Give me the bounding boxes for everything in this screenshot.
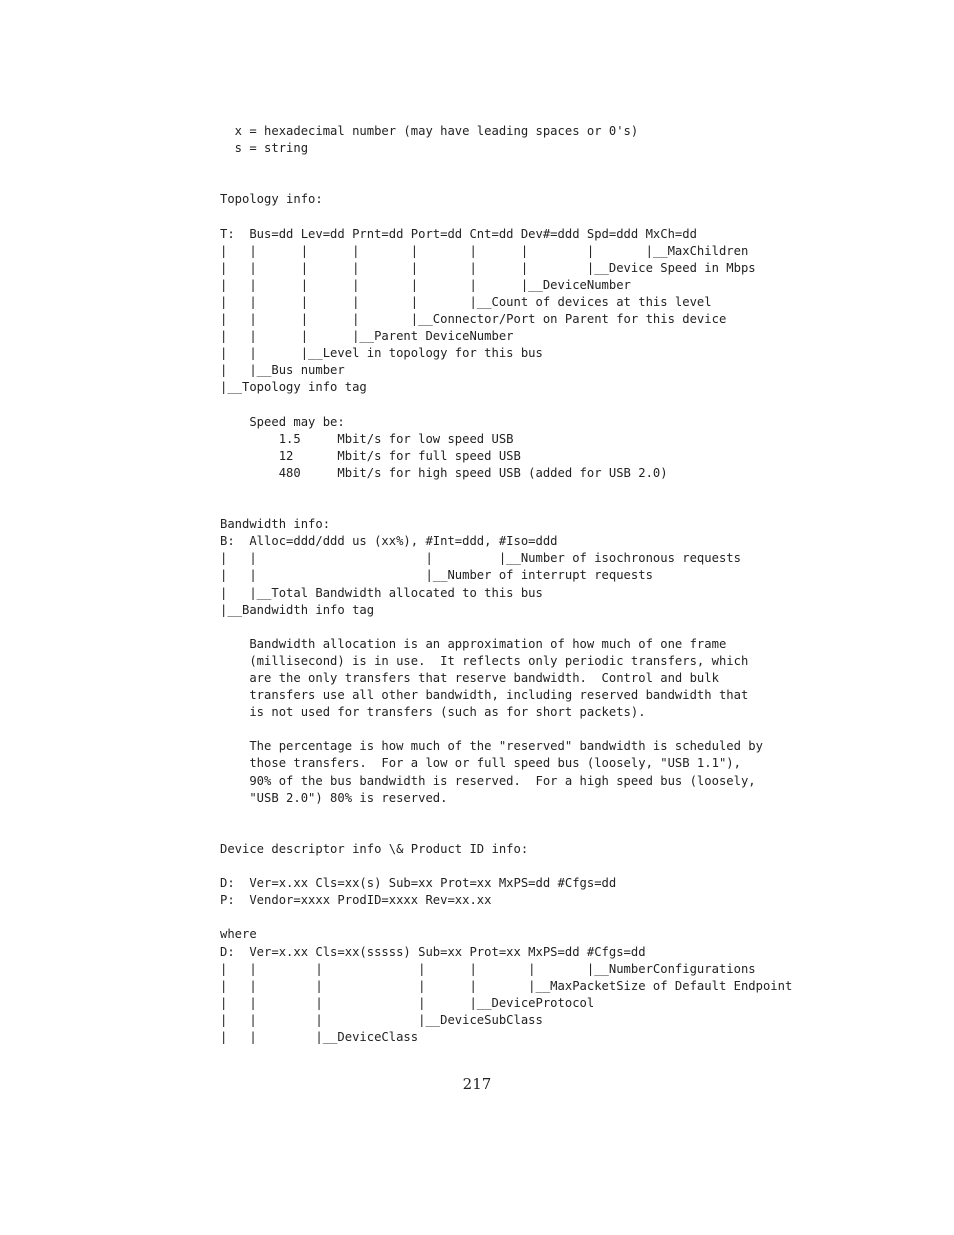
code-line: transfers use all other bandwidth, including reserved bandwidth that xyxy=(220,688,749,703)
code-line xyxy=(220,174,792,191)
code-line xyxy=(220,397,792,414)
code-line: | | | |__Parent DeviceNumber xyxy=(220,329,514,344)
code-line: s = string xyxy=(220,141,309,156)
code-line: | | | |__Number of isochronous requests xyxy=(220,551,741,566)
code-line: | | | | |__DeviceProtocol xyxy=(220,995,595,1010)
code-line: 1.5 Mbit/s for low speed USB xyxy=(220,431,514,446)
code-line: where xyxy=(220,927,257,942)
code-line xyxy=(220,482,792,499)
code-line: Topology info: xyxy=(220,192,323,207)
code-line: D: Ver=x.xx Cls=xx(s) Sub=xx Prot=xx MxPS=dd #Cfgs=dd xyxy=(220,876,617,891)
code-line: Bandwidth allocation is an approximation of how much of one frame xyxy=(220,636,727,651)
code-line: "USB 2.0") 80% is reserved. xyxy=(220,790,448,805)
code-line xyxy=(220,721,792,738)
code-line: P: Vendor=xxxx ProdID=xxxx Rev=xx.xx xyxy=(220,893,492,908)
code-line: | |__Bus number xyxy=(220,363,345,378)
code-line: | | | | | | | |__Device Speed in Mbps xyxy=(220,260,756,275)
code-line: B: Alloc=ddd/ddd us (xx%), #Int=ddd, #Iso=ddd xyxy=(220,534,558,549)
code-line xyxy=(220,499,792,516)
code-line: x = hexadecimal number (may have leading spaces or 0's) xyxy=(220,124,639,138)
code-line xyxy=(220,208,792,225)
code-line xyxy=(220,909,792,926)
code-line: 12 Mbit/s for full speed USB xyxy=(220,448,521,463)
code-line: T: Bus=dd Lev=dd Prnt=dd Port=dd Cnt=dd Dev#=ddd Spd=ddd MxCh=dd xyxy=(220,226,697,241)
code-line xyxy=(220,619,792,636)
code-line: Bandwidth info: xyxy=(220,517,331,532)
code-line: | | |__Number of interrupt requests xyxy=(220,568,653,583)
code-line: are the only transfers that reserve bandwidth. Control and bulk xyxy=(220,671,719,685)
code-line: those transfers. For a low or full speed bus (loosely, "USB 1.1"), xyxy=(220,756,741,771)
code-line: | |__Total Bandwidth allocated to this bus xyxy=(220,585,543,600)
code-line: Device descriptor info \& Product ID info: xyxy=(220,841,529,856)
code-line: | | | | |__Connector/Port on Parent for this device xyxy=(220,312,727,327)
code-line: D: Ver=x.xx Cls=xx(sssss) Sub=xx Prot=xx MxPS=dd #Cfgs=dd xyxy=(220,944,646,959)
code-line: | | | | | | |__NumberConfigurations xyxy=(220,961,756,976)
code-line: Speed may be: xyxy=(220,414,345,429)
code-line: (millisecond) is in use. It reflects only periodic transfers, which xyxy=(220,653,749,668)
code-line: | | | | | | | | |__MaxChildren xyxy=(220,243,749,258)
code-line: | | |__Level in topology for this bus xyxy=(220,346,543,361)
code-line: | | | | | | |__DeviceNumber xyxy=(220,277,631,292)
code-line: | | | | | |__MaxPacketSize of Default Endpoint xyxy=(220,978,793,993)
code-line: | | | | | |__Count of devices at this level xyxy=(220,294,712,309)
code-line xyxy=(220,824,792,841)
code-line: |__Bandwidth info tag xyxy=(220,602,375,617)
code-line: is not used for transfers (such as for short packets). xyxy=(220,705,646,720)
code-line: | | | |__DeviceSubClass xyxy=(220,1012,543,1027)
page-number: 217 xyxy=(462,1075,492,1093)
code-line xyxy=(220,858,792,875)
code-line: |__Topology info tag xyxy=(220,380,367,395)
code-line: 90% of the bus bandwidth is reserved. For a high speed bus (loosely, xyxy=(220,773,756,788)
code-line: | | |__DeviceClass xyxy=(220,1029,419,1044)
code-line: 480 Mbit/s for high speed USB (added for USB 2.0) xyxy=(220,465,668,480)
verbatim-code-block xyxy=(220,123,792,1046)
code-line xyxy=(220,807,792,824)
code-line: The percentage is how much of the "reserved" bandwidth is scheduled by xyxy=(220,739,763,754)
code-line xyxy=(220,157,792,174)
